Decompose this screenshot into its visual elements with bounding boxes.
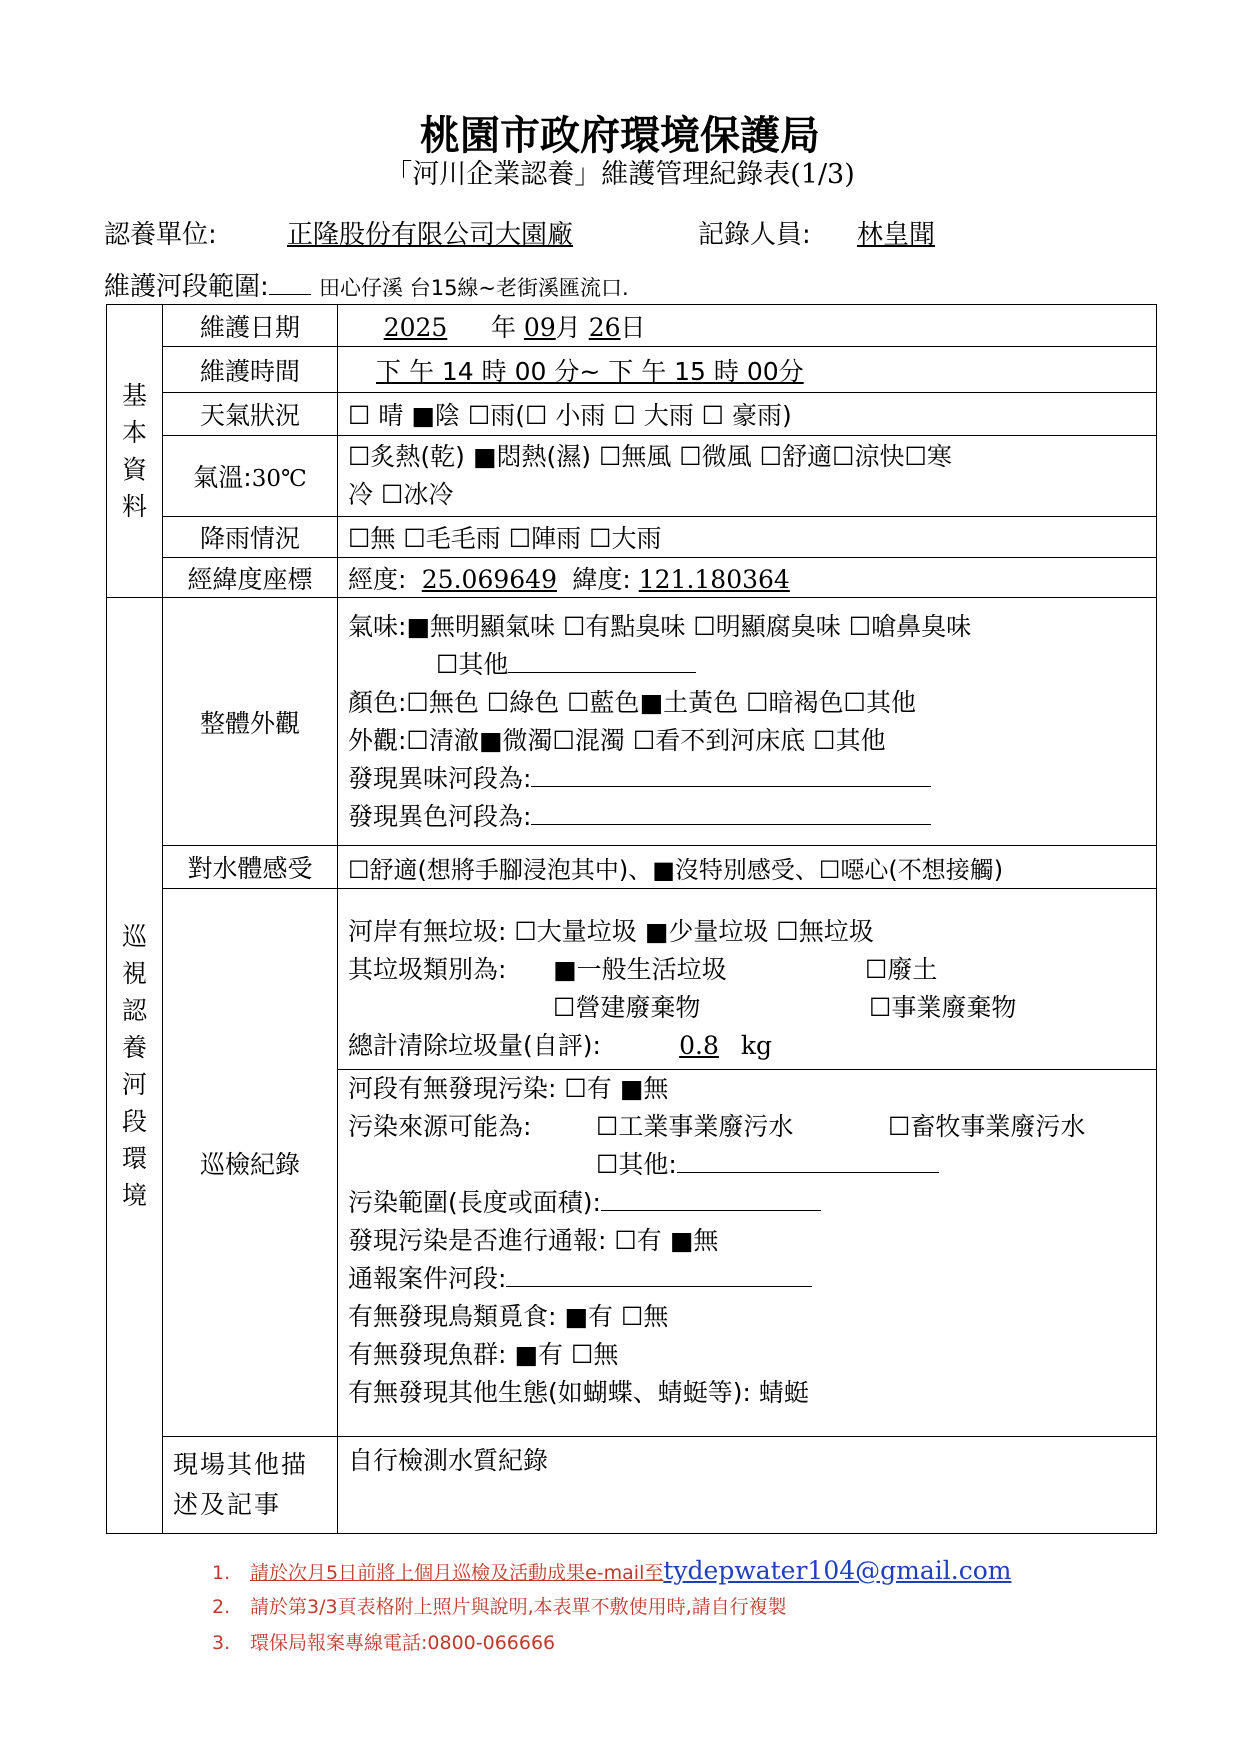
trash-amount-line xyxy=(348,1027,1146,1065)
adopter-value: 正隆股份有限公司大園廠 xyxy=(287,220,574,250)
range-label: 維護河段範圍: xyxy=(104,272,269,302)
note-2 xyxy=(212,1589,1011,1625)
note-2-number: 2. xyxy=(212,1596,231,1618)
range-field xyxy=(104,266,629,303)
eco-line: 有無發現其他生態(如蝴蝶、蜻蜓等): 蜻蜓 xyxy=(348,1378,809,1407)
lat-value: 121.180364 xyxy=(638,564,790,594)
note-1-email-link[interactable]: tydepwater104@gmail.com xyxy=(663,1556,1012,1585)
color-section-blank xyxy=(531,802,931,825)
time-value: 下 午 14 時 00 分~ 下 午 15 時 00分 xyxy=(376,356,804,386)
source-b: ☐畜牧事業廢污水 xyxy=(888,1112,1086,1141)
note-3-text: 環保局報案專線電話:0800-066666 xyxy=(250,1632,556,1654)
trash-type-a: ■一般生活垃圾 xyxy=(553,955,727,984)
section-basic-label: 基本資料 xyxy=(121,381,147,521)
trash-amount-label: 總計清除垃圾量(自評): xyxy=(348,1031,601,1060)
source-a: ☐工業事業廢污水 xyxy=(596,1112,794,1141)
row-weather xyxy=(107,393,1157,436)
birds-line: 有無發現鳥類覓食: ■有 ☐無 xyxy=(348,1302,669,1331)
note-1-text: 請於次月5日前將上個月巡檢及活動成果e-mail至 xyxy=(250,1562,664,1584)
row-other-notes xyxy=(107,1437,1157,1534)
lng-label: 經度: xyxy=(348,564,407,594)
recorder-label: 記錄人員: xyxy=(698,220,811,250)
section-basic xyxy=(107,305,163,598)
color-line: 顏色:☐無色 ☐綠色 ☐藍色■土黃色 ☐暗褐色☐其他 xyxy=(348,687,916,717)
case-blank xyxy=(506,1264,812,1287)
feel-cell xyxy=(338,436,1157,517)
time-label: 維護時間 xyxy=(163,347,338,393)
other-label-line1: 現場其他描 xyxy=(173,1450,309,1479)
source-row2 xyxy=(348,1146,1146,1184)
range-value: 田心仔溪 台15線~老街溪匯流口. xyxy=(319,276,629,300)
coord-cell xyxy=(338,558,1157,598)
note-1 xyxy=(212,1553,1011,1589)
odor-section-line xyxy=(348,760,1146,798)
feeling-value: ☐舒適(想將手腳浸泡其中)、■沒特別感受、☐噁心(不想接觸) xyxy=(338,846,1157,889)
range-blank xyxy=(269,272,311,295)
color-section-line xyxy=(348,798,1146,836)
trash-block xyxy=(338,911,1156,1070)
odor-other xyxy=(348,646,1146,684)
color-section-label: 發現異色河段為: xyxy=(348,801,532,831)
date-label: 維護日期 xyxy=(163,305,338,347)
pollution-range-blank xyxy=(601,1188,821,1211)
other-notes-label xyxy=(163,1437,338,1534)
look-line: 外觀:☐清澈■微濁☐混濁 ☐看不到河床底 ☐其他 xyxy=(348,725,886,755)
trash-type-b: ☐廢土 xyxy=(865,955,938,984)
recorder-field xyxy=(698,214,935,251)
appearance-cell xyxy=(338,598,1157,846)
trash-amount-unit: kg xyxy=(740,1031,772,1060)
trash-type-row1 xyxy=(348,951,1146,989)
note-3-number: 3. xyxy=(212,1632,231,1654)
source-label: 污染來源可能為: xyxy=(348,1112,532,1141)
row-rain xyxy=(107,517,1157,558)
record-cell xyxy=(338,889,1157,1437)
trash-type-c: ☐營建廢棄物 xyxy=(553,993,701,1022)
odor-other-label: ☐其他 xyxy=(436,649,509,679)
feel-line-2: 冷 ☐冰冷 xyxy=(348,480,454,509)
weather-value: ☐ 晴 ■陰 ☐雨(☐ 小雨 ☐ 大雨 ☐ 豪雨) xyxy=(338,393,1157,436)
row-temperature xyxy=(107,436,1157,517)
row-date xyxy=(107,305,1157,347)
temperature-label: 氣溫: xyxy=(193,463,252,492)
date-day-unit: 日 xyxy=(620,312,646,342)
date-year-unit: 年 xyxy=(490,312,516,342)
time-cell xyxy=(338,347,1157,393)
section-patrol-label: 巡視認養河段環境 xyxy=(121,921,147,1210)
pollution-block xyxy=(338,1070,1156,1414)
odor-other-blank xyxy=(508,650,696,673)
record-form-table xyxy=(106,304,1157,1534)
agency-title: 桃園市政府環境保護局 xyxy=(420,113,820,159)
note-3 xyxy=(212,1625,1011,1661)
case-line xyxy=(348,1260,1146,1298)
row-appearance xyxy=(107,598,1157,846)
footnotes xyxy=(212,1553,1011,1661)
source-c-blank xyxy=(677,1150,939,1173)
pollution-line: 河段有無發現污染: ☐有 ■無 xyxy=(348,1074,669,1103)
lng-value: 25.069649 xyxy=(421,564,557,594)
row-time xyxy=(107,347,1157,393)
section-patrol xyxy=(107,598,163,1534)
case-label: 通報案件河段: xyxy=(348,1264,507,1293)
coord-label: 經緯度座標 xyxy=(163,558,338,598)
note-1-number: 1. xyxy=(212,1562,231,1584)
range-line xyxy=(348,1184,1146,1222)
adopter-label: 認養單位: xyxy=(104,220,217,250)
row-feeling xyxy=(107,846,1157,889)
feeling-label: 對水體感受 xyxy=(163,846,338,889)
source-c: ☐其他: xyxy=(596,1150,677,1179)
rain-value: ☐無 ☐毛毛雨 ☐陣雨 ☐大雨 xyxy=(338,517,1157,558)
row-coordinates xyxy=(107,558,1157,598)
row-record xyxy=(107,889,1157,1437)
report-line: 發現污染是否進行通報: ☐有 ■無 xyxy=(348,1226,719,1255)
temperature-cell xyxy=(163,436,338,517)
trash-type-d: ☐事業廢棄物 xyxy=(869,993,1017,1022)
trash-amount-value: 0.8 xyxy=(679,1031,719,1060)
form-title: 「河川企業認養」維護管理紀錄表(1/3) xyxy=(385,159,855,190)
feel-line-1: ☐炙熱(乾) ■悶熱(濕) ☐無風 ☐微風 ☐舒適☐涼快☐寒 xyxy=(348,442,952,471)
odor-section-label: 發現異味河段為: xyxy=(348,763,532,793)
date-month-unit: 月 xyxy=(555,312,581,342)
date-cell xyxy=(338,305,1157,347)
odor-line: 氣味:■無明顯氣味 ☐有點臭味 ☐明顯腐臭味 ☐嗆鼻臭味 xyxy=(348,611,972,641)
odor-section-blank xyxy=(531,764,931,787)
weather-label: 天氣狀況 xyxy=(163,393,338,436)
lat-label: 緯度: xyxy=(572,564,631,594)
fish-line: 有無發現魚群: ■有 ☐無 xyxy=(348,1340,619,1369)
trash-type-row2 xyxy=(348,989,1146,1027)
date-month: 09 xyxy=(523,312,556,342)
pollution-range-label: 污染範圍(長度或面積): xyxy=(348,1188,601,1217)
date-year: 2025 xyxy=(383,312,448,342)
other-label-line2: 述及記事 xyxy=(173,1490,282,1519)
other-notes-value: 自行檢測水質紀錄 xyxy=(338,1437,1157,1534)
rain-label: 降雨情況 xyxy=(163,517,338,558)
trash-type-label: 其垃圾類別為: xyxy=(348,955,507,984)
date-day: 26 xyxy=(588,312,621,342)
temperature-value: 30℃ xyxy=(251,466,307,492)
recorder-value: 林皇聞 xyxy=(857,220,936,250)
note-2-text: 請於第3/3頁表格附上照片與說明,本表單不敷使用時,請自行複製 xyxy=(250,1596,787,1618)
record-label: 巡檢紀錄 xyxy=(163,889,338,1437)
source-row1 xyxy=(348,1108,1146,1146)
adopter-field xyxy=(104,214,635,251)
appearance-label: 整體外觀 xyxy=(163,598,338,846)
trash-line: 河岸有無垃圾: ☐大量垃圾 ■少量垃圾 ☐無垃圾 xyxy=(348,917,874,946)
